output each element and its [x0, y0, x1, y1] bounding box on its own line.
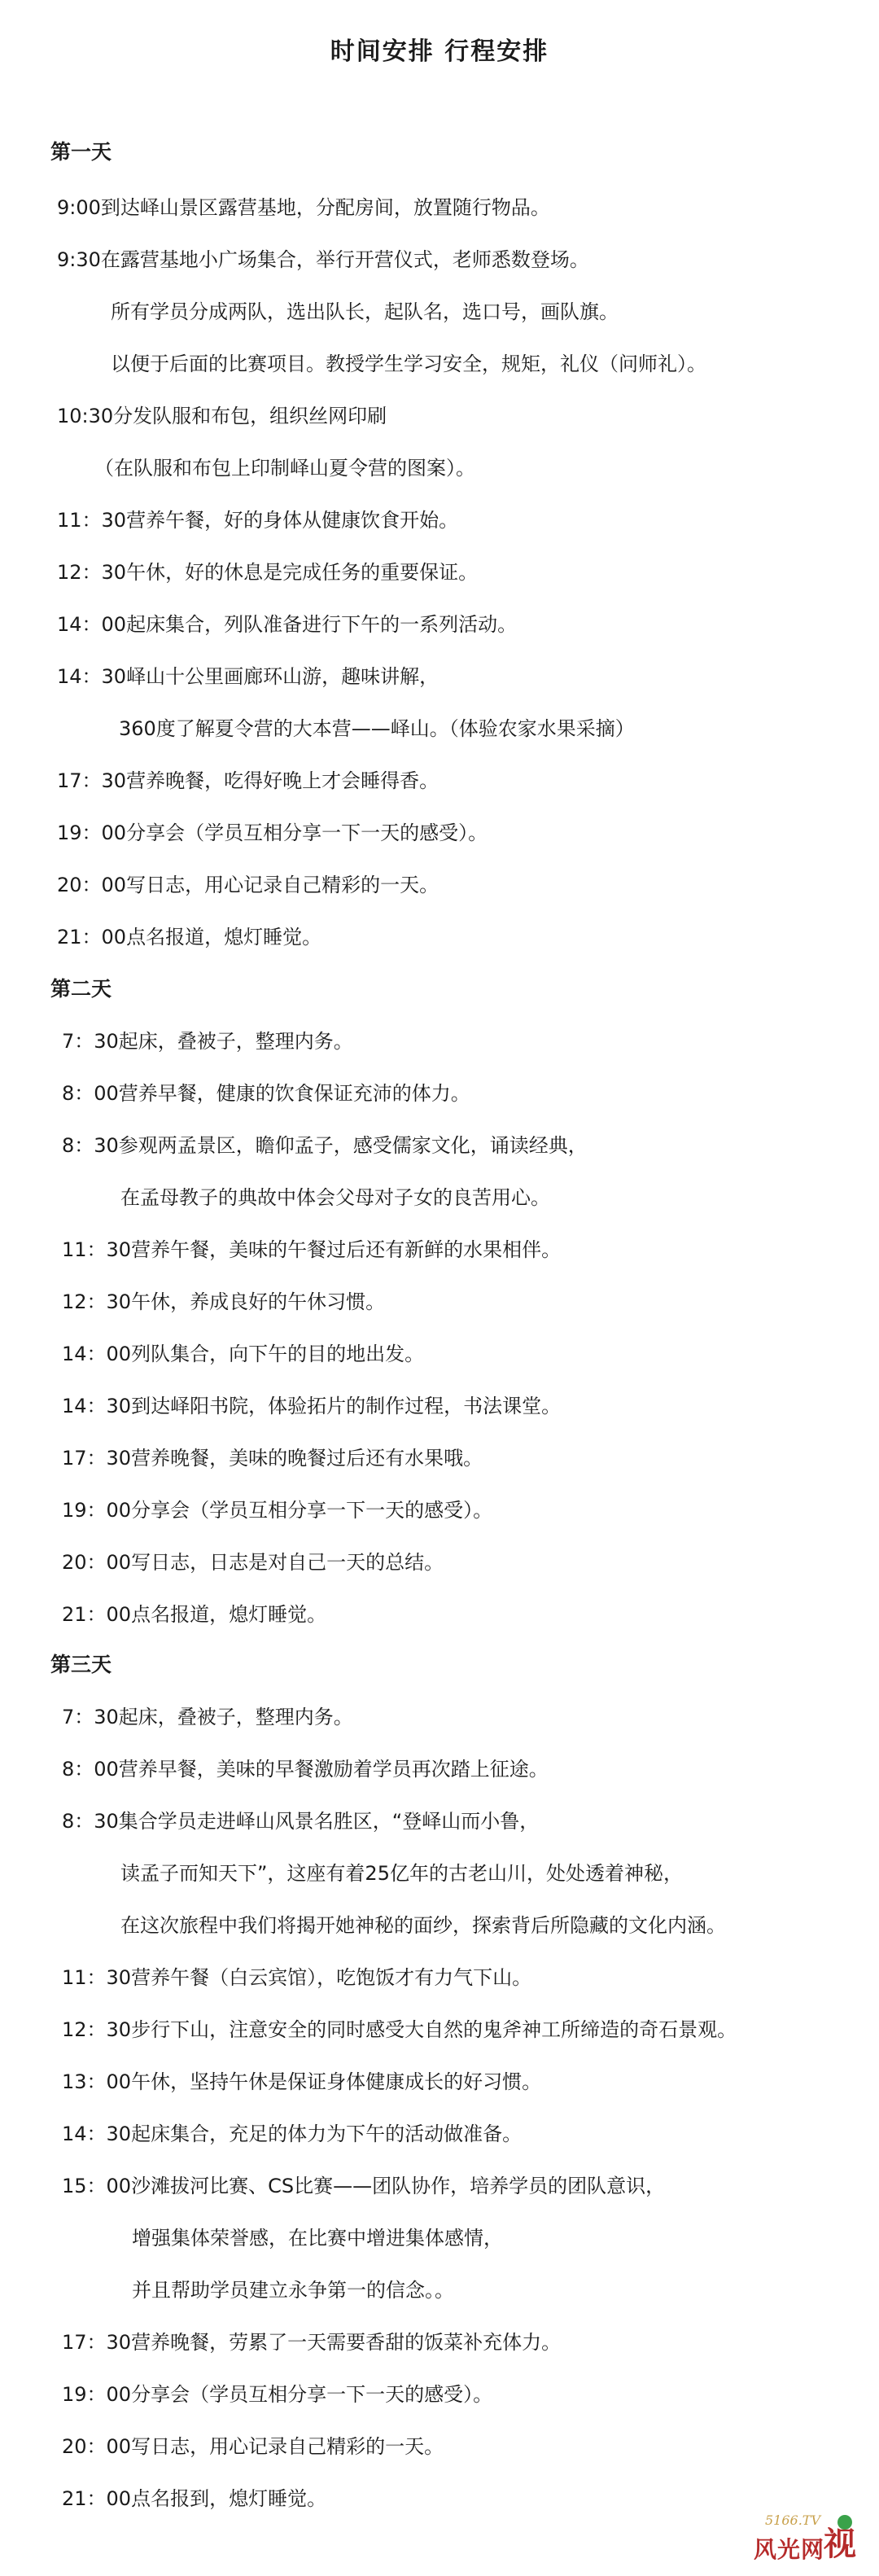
schedule-line: 在这次旅程中我们将揭开她神秘的面纱，探索背后所隐藏的文化内涵。 [120, 1914, 726, 1937]
schedule-line: 8：30集合学员走进峄山风景名胜区，“登峄山而小鲁， [62, 1810, 540, 1833]
schedule-line: 13：00午休，坚持午休是保证身体健康成长的好习惯。 [62, 2070, 542, 2093]
schedule-line: 8：30参观两孟景区，瞻仰孟子，感受儒家文化，诵读经典， [62, 1134, 588, 1157]
schedule-line: 9:30在露营基地小广场集合，举行开营仪式，老师悉数登场。 [57, 248, 589, 271]
schedule-line: 11：30营养午餐，好的身体从健康饮食开始。 [57, 509, 459, 532]
schedule-line: 19：00分享会（学员互相分享一下一天的感受）。 [57, 821, 488, 844]
schedule-line: 9:00到达峄山景区露营基地，分配房间，放置随行物品。 [57, 196, 550, 219]
schedule-line: 21：00点名报道，熄灯睡觉。 [57, 926, 322, 948]
schedule-line: 7：30起床，叠被子，整理内务。 [62, 1030, 353, 1053]
watermark-site-text: 5166.TV [764, 2512, 820, 2528]
schedule-line: 14：00列队集合，向下午的目的地出发。 [62, 1343, 425, 1365]
day-heading: 第二天 [50, 977, 112, 1001]
day-heading: 第三天 [50, 1653, 112, 1676]
schedule-line: 14：30起床集合，充足的体力为下午的活动做准备。 [62, 2123, 523, 2145]
schedule-line: 14：30到达峄阳书院，体验拓片的制作过程，书法课堂。 [62, 1395, 562, 1417]
schedule-line: 并且帮助学员建立永争第一的信念。。 [132, 2279, 454, 2302]
schedule-line: 12：30午休，好的休息是完成任务的重要保证。 [57, 561, 479, 584]
schedule-line: 7：30起床，叠被子，整理内务。 [62, 1706, 353, 1728]
schedule-line: 14：30峄山十公里画廊环山游，趣味讲解， [57, 665, 440, 688]
schedule-line: 15：00沙滩拔河比赛、CS比赛——团队协作，培养学员的团队意识， [62, 2175, 666, 2197]
schedule-line: 14：00起床集合，列队准备进行下午的一系列活动。 [57, 613, 518, 636]
schedule-line: 20：00写日志，用心记录自己精彩的一天。 [57, 874, 440, 896]
schedule-line: 以便于后面的比赛项目。教授学生学习安全，规矩，礼仪（问师礼）。 [111, 353, 706, 375]
schedule-line: （在队服和布包上印制峄山夏令营的图案）。 [94, 457, 475, 480]
schedule-line: 17：30营养晚餐，美味的晚餐过后还有水果哦。 [62, 1447, 483, 1470]
schedule-line: 360度了解夏令营的大本营——峄山。（体验农家水果采摘） [119, 717, 635, 740]
schedule-line: 在孟母教子的典故中体会父母对子女的良苦用心。 [120, 1186, 550, 1209]
day-heading: 第一天 [50, 140, 112, 164]
schedule-line: 11：30营养午餐（白云宾馆），吃饱饭才有力气下山。 [62, 1966, 532, 1989]
schedule-line: 17：30营养晚餐，劳累了一天需要香甜的饭菜补充体力。 [62, 2331, 562, 2354]
schedule-line: 17：30营养晚餐，吃得好晚上才会睡得香。 [57, 769, 440, 792]
schedule-line: 12：30步行下山，注意安全的同时感受大自然的鬼斧神工所缔造的奇石景观。 [62, 2018, 737, 2041]
schedule-line: 20：00写日志，用心记录自己精彩的一天。 [62, 2435, 444, 2458]
logo-char: 视 [824, 2525, 856, 2563]
schedule-line: 读孟子而知天下”，这座有着25亿年的古老山川，处处透着神秘， [120, 1862, 683, 1885]
schedule-line: 19：00分享会（学员互相分享一下一天的感受）。 [62, 2383, 493, 2406]
schedule-line: 8：00营养早餐，美味的早餐激励着学员再次踏上征途。 [62, 1758, 549, 1781]
schedule-line: 20：00写日志，日志是对自己一天的总结。 [62, 1551, 444, 1574]
watermark [749, 2509, 863, 2566]
watermark-brand-text: 风光网 [754, 2536, 825, 2563]
schedule-line: 19：00分享会（学员互相分享一下一天的感受）。 [62, 1499, 493, 1522]
schedule-line: 21：00点名报道，熄灯睡觉。 [62, 1603, 327, 1626]
schedule-line: 10:30分发队服和布包，组织丝网印刷 [57, 405, 387, 427]
schedule-line: 21：00点名报到，熄灯睡觉。 [62, 2487, 327, 2510]
schedule-line: 增强集体荣誉感，在比赛中增进集体感情， [132, 2227, 503, 2250]
schedule-line: 所有学员分成两队，选出队长，起队名，选口号，画队旗。 [111, 300, 619, 323]
watermark-logo-icon [817, 2509, 863, 2563]
schedule-line: 11：30营养午餐，美味的午餐过后还有新鲜的水果相伴。 [62, 1238, 562, 1261]
page-title: 时间安排 行程安排 [330, 37, 549, 66]
schedule-line: 8：00营养早餐，健康的饮食保证充沛的体力。 [62, 1082, 470, 1105]
schedule-line: 12：30午休，养成良好的午休习惯。 [62, 1290, 386, 1313]
